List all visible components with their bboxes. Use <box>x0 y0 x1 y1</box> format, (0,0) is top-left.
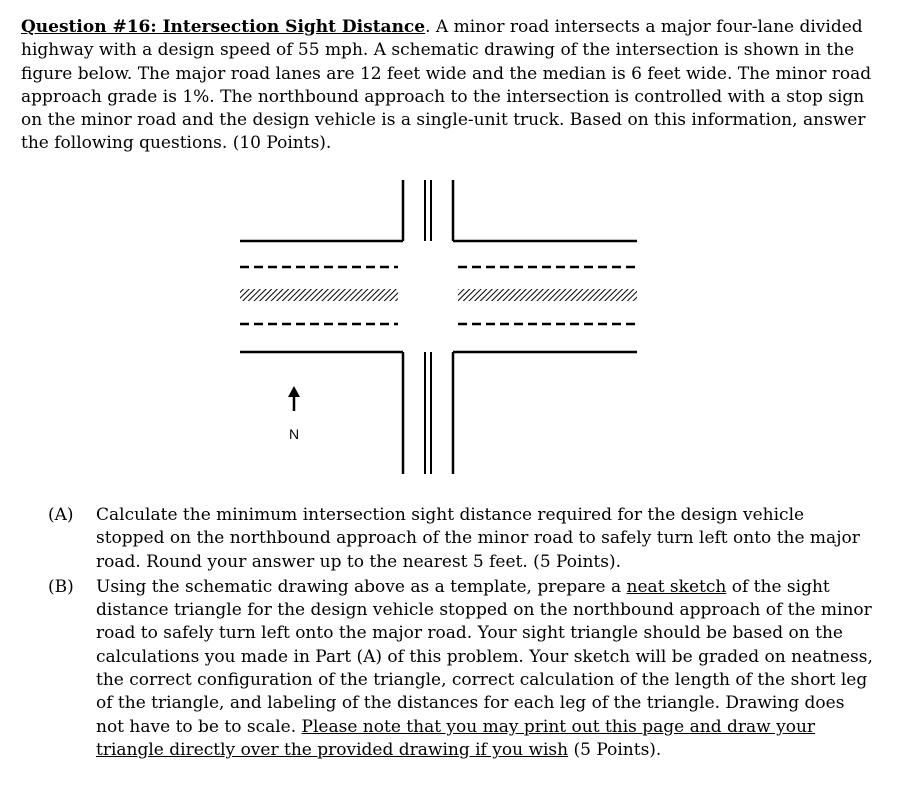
part-a-text: Calculate the minimum intersection sight distance required for the design vehicle stopped on the northbound approach of the minor road to safely turn left onto the major road. Round your answer up to the nearest 5 feet. (5 Points). <box>96 505 860 572</box>
part-b-text-1: Using the schematic drawing above as a template, prepare a <box>96 576 627 597</box>
north-arrow-icon <box>288 386 300 411</box>
median-east <box>458 289 637 301</box>
median-west <box>240 289 398 301</box>
part-b <box>48 576 876 762</box>
question-parts <box>48 504 876 764</box>
question-title-period: . <box>425 17 431 37</box>
question-title: Question #16: Intersection Sight Distance <box>21 17 426 37</box>
part-b-text-2: of the sight distance triangle for the design vehicle stopped on the northbound approach of the minor road to safely turn left onto the major road. Your sight triangle should be based on the calculations you made in Part (A) of this problem. Your sketch will be graded on neatness, the correct configuration of the triangle, correct calculation of the length of the short leg of the triangle, and labeling of the distances for each leg of the triangle. Drawing does not have to be to scale. <box>96 576 873 737</box>
south-leg <box>403 352 453 474</box>
question-body: A minor road intersects a major four-lane divided highway with a design speed of 55 mph. A schematic drawing of the intersection is shown in the figure below. The major road lanes are 12 feet wide and the median is 6 feet wide. The minor road approach grade is 1%. The northbound approach to the intersection is controlled with a stop sign on the minor road and the design vehicle is a single-unit truck. Based on this information, answer the following questions. (10 Points). <box>21 17 872 154</box>
part-b-print-note: Please note that you may print out this page and draw your triangle directly over the provided drawing if you wish <box>96 716 816 760</box>
part-b-label: (B) <box>48 576 74 597</box>
part-b-neat-sketch: neat sketch <box>626 576 727 597</box>
part-b-text-3: (5 Points). <box>568 739 662 760</box>
part-a-label: (A) <box>48 505 74 525</box>
north-leg <box>403 180 453 241</box>
part-b-text <box>96 576 876 762</box>
north-label: N <box>288 426 300 442</box>
part-a <box>48 504 876 574</box>
